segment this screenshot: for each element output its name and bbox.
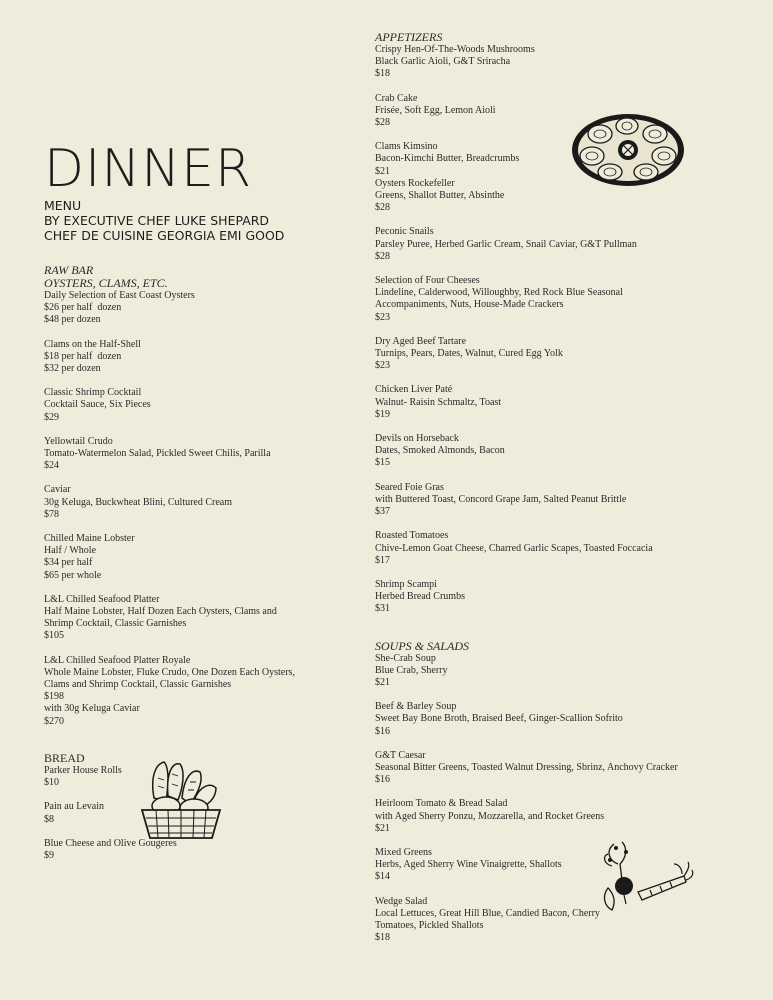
menu-item-detail: $8 xyxy=(44,813,54,825)
menu-item xyxy=(375,750,715,787)
menu-item xyxy=(375,530,715,567)
menu-item-detail: $26 per half dozen xyxy=(44,302,122,314)
section-title-soups-salads: SOUPS & SALADS xyxy=(375,638,469,653)
menu-item-detail: Cocktail Sauce, Six Pieces xyxy=(44,399,151,411)
menu-item xyxy=(375,798,715,835)
menu-item xyxy=(375,336,715,373)
menu-item-detail: $37 xyxy=(375,506,390,518)
menu-item-detail: Half / Whole xyxy=(44,545,97,557)
menu-item xyxy=(375,44,715,81)
menu-item-detail: $24 xyxy=(44,460,59,472)
menu-item xyxy=(375,275,715,324)
bread-basket-icon xyxy=(136,758,226,844)
menu-item-name: Clams Kimsino xyxy=(375,141,438,153)
menu-item-name: Beef & Barley Soup xyxy=(375,701,457,713)
menu-item-detail: Lindeline, Calderwood, Willoughby, Red Rock Blue Seasonal xyxy=(375,287,623,299)
menu-item-name: Daily Selection of East Coast Oysters xyxy=(44,290,195,301)
menu-item xyxy=(44,594,334,643)
menu-item-detail: Seasonal Bitter Greens, Toasted Walnut Dressing, Sbrinz, Anchovy Cracker xyxy=(375,761,678,773)
menu-item-name: G&T Caesar xyxy=(375,749,426,761)
menu-item-detail: $21 xyxy=(375,165,390,177)
menu-item-detail: 30g Keluga, Buckwheat Blini, Cultured Cream xyxy=(44,496,233,508)
menu-item-detail: with 30g Keluga Caviar xyxy=(44,703,140,715)
credit-line: CHEF DE CUISINE GEORGIA EMI GOOD xyxy=(44,228,285,243)
credit-line: BY EXECUTIVE CHEF LUKE SHEPARD xyxy=(44,213,270,228)
menu-item-detail: $29 xyxy=(44,411,59,423)
menu-item-detail: $48 per dozen xyxy=(44,314,101,326)
menu-item-name: Clams on the Half-Shell xyxy=(44,338,141,350)
menu-item-name: Shrimp Scampi xyxy=(375,578,437,590)
menu-item-detail: Bacon-Kimchi Butter, Breadcrumbs xyxy=(375,153,520,165)
menu-item-detail: $9 xyxy=(44,849,54,861)
menu-item-detail: Parsley Puree, Herbed Garlic Cream, Snail Caviar, G&T Pullman xyxy=(375,238,637,250)
menu-item-name: Parker House Rolls xyxy=(44,764,122,776)
menu-item-detail: Dates, Smoked Almonds, Bacon xyxy=(375,445,505,457)
menu-item-detail: Chive-Lemon Goat Cheese, Charred Garlic Scapes, Toasted Foccacia xyxy=(375,542,653,554)
menu-item xyxy=(44,387,334,424)
page-title: DINNER xyxy=(44,139,253,199)
menu-item-detail: $198 xyxy=(44,691,64,703)
menu-item-name: Yellowtail Crudo xyxy=(44,435,113,447)
vegetables-icon xyxy=(598,840,694,912)
menu-item-name: Heirloom Tomato & Bread Salad xyxy=(375,798,508,810)
section-title-appetizers: APPETIZERS xyxy=(375,30,443,44)
menu-item-detail: $15 xyxy=(375,457,390,469)
title-block xyxy=(44,140,284,243)
section-title-raw-bar: RAW BAR xyxy=(44,263,94,277)
menu-item xyxy=(375,579,715,616)
menu-item-name: Seared Foie Gras xyxy=(375,481,444,493)
menu-item-detail: $10 xyxy=(44,777,59,789)
menu-item-detail: Turnips, Pears, Dates, Walnut, Cured Egg Yolk xyxy=(375,348,563,360)
menu-item xyxy=(44,290,334,327)
menu-item xyxy=(375,701,715,738)
menu-item-detail: $105 xyxy=(44,630,64,642)
menu-item-detail: $18 xyxy=(375,932,390,944)
menu-item-detail: $23 xyxy=(375,360,390,372)
menu-item-name: Devils on Horseback xyxy=(375,433,459,445)
menu-item-name: Crab Cake xyxy=(375,92,418,104)
menu-item-detail: Herbed Bread Crumbs xyxy=(375,591,465,603)
menu-item-detail: $18 xyxy=(375,68,390,80)
menu-item-detail: $16 xyxy=(375,725,390,737)
menu-item-detail: Oysters Rockefeller xyxy=(375,177,455,189)
menu-item-name: Peconic Snails xyxy=(375,226,434,238)
menu-item-detail: $28 xyxy=(375,202,390,214)
menu-item xyxy=(375,482,715,519)
menu-item xyxy=(44,655,334,728)
menu-item xyxy=(375,653,715,690)
menu-item-name: Pain au Levain xyxy=(44,801,104,813)
menu-item-detail: with Buttered Toast, Concord Grape Jam, Salted Peanut Brittle xyxy=(375,493,627,505)
menu-item-detail: Tomatoes, Pickled Shallots xyxy=(375,919,484,931)
menu-item-detail: $28 xyxy=(375,250,390,262)
menu-item-detail: Blue Crab, Sherry xyxy=(375,664,448,676)
menu-item-name: Chilled Maine Lobster xyxy=(44,533,135,545)
menu-item-name: L&L Chilled Seafood Platter Royale xyxy=(44,654,191,666)
menu-item-name: Blue Cheese and Olive Gougeres xyxy=(44,837,177,849)
menu-item-detail: Local Lettuces, Great Hill Blue, Candied Bacon, Cherry xyxy=(375,907,600,919)
menu-item-name: Crispy Hen-Of-The-Woods Mushrooms xyxy=(375,44,535,55)
menu-item xyxy=(375,384,715,421)
menu-item-detail: $78 xyxy=(44,508,59,520)
menu-item-detail: Shrimp Cocktail, Classic Garnishes xyxy=(44,618,187,630)
menu-item-detail: Frisée, Soft Egg, Lemon Aioli xyxy=(375,104,496,116)
menu-item-name: Chicken Liver Paté xyxy=(375,384,453,396)
section-subtitle-oysters: OYSTERS, CLAMS, ETC. xyxy=(44,276,168,290)
menu-item-detail: $16 xyxy=(375,774,390,786)
menu-item-detail: Herbs, Aged Sherry Wine Vinaigrette, Shallots xyxy=(375,859,562,871)
menu-item-name: Selection of Four Cheeses xyxy=(375,275,480,287)
menu-item-detail: $19 xyxy=(375,408,390,420)
menu-item-detail: Clams and Shrimp Cocktail, Classic Garnishes xyxy=(44,679,232,691)
credit-line: MENU xyxy=(44,198,82,213)
menu-item-detail: $32 per dozen xyxy=(44,363,101,375)
menu-item-detail: $21 xyxy=(375,676,390,688)
menu-item-detail: $31 xyxy=(375,603,390,615)
menu-item-name: Roasted Tomatoes xyxy=(375,530,449,542)
menu-item xyxy=(44,339,334,376)
menu-item-detail: with Aged Sherry Ponzu, Mozzarella, and Rocket Greens xyxy=(375,810,605,822)
menu-item-name: Mixed Greens xyxy=(375,846,432,858)
menu-item-detail: Tomato-Watermelon Salad, Pickled Sweet Chilis, Parilla xyxy=(44,448,271,460)
menu-item xyxy=(44,484,334,521)
menu-item-name: Classic Shrimp Cocktail xyxy=(44,387,142,399)
menu-item-detail: $65 per whole xyxy=(44,569,102,581)
menu-credits xyxy=(44,198,284,243)
menu-item-name: Caviar xyxy=(44,484,71,496)
raw-bar-list xyxy=(44,290,334,728)
menu-item-detail: Half Maine Lobster, Half Dozen Each Oysters, Clams and xyxy=(44,606,277,618)
menu-item-detail: $14 xyxy=(375,871,390,883)
menu-item-detail: Greens, Shallot Butter, Absinthe xyxy=(375,190,505,202)
menu-item-name: Dry Aged Beef Tartare xyxy=(375,335,467,347)
menu-item-detail: Sweet Bay Bone Broth, Braised Beef, Ginger-Scallion Sofrito xyxy=(375,713,623,725)
menu-item-name: L&L Chilled Seafood Platter xyxy=(44,593,160,605)
menu-item-detail: Black Garlic Aioli, G&T Sriracha xyxy=(375,56,511,68)
menu-item-detail: Whole Maine Lobster, Fluke Crudo, One Dozen Each Oysters, xyxy=(44,666,295,678)
menu-item-detail: $21 xyxy=(375,822,390,834)
menu-item xyxy=(44,436,334,473)
menu-item xyxy=(375,433,715,470)
menu-item xyxy=(375,226,715,263)
menu-item-detail: Accompaniments, Nuts, House-Made Crackers xyxy=(375,299,564,311)
menu-item-detail: $28 xyxy=(375,117,390,129)
oyster-platter-icon xyxy=(570,112,686,188)
menu-item-name: Wedge Salad xyxy=(375,895,428,907)
menu-item-detail: $17 xyxy=(375,554,390,566)
menu-item-detail: Walnut- Raisin Schmaltz, Toast xyxy=(375,396,502,408)
menu-item xyxy=(44,533,334,582)
menu-item-detail: $270 xyxy=(44,715,64,727)
section-title-bread: BREAD xyxy=(44,750,85,765)
menu-item-name: She-Crab Soup xyxy=(375,652,436,664)
menu-item-detail: $23 xyxy=(375,311,390,323)
menu-item-detail: $18 per half dozen xyxy=(44,350,122,362)
menu-item-detail: $34 per half xyxy=(44,557,93,569)
